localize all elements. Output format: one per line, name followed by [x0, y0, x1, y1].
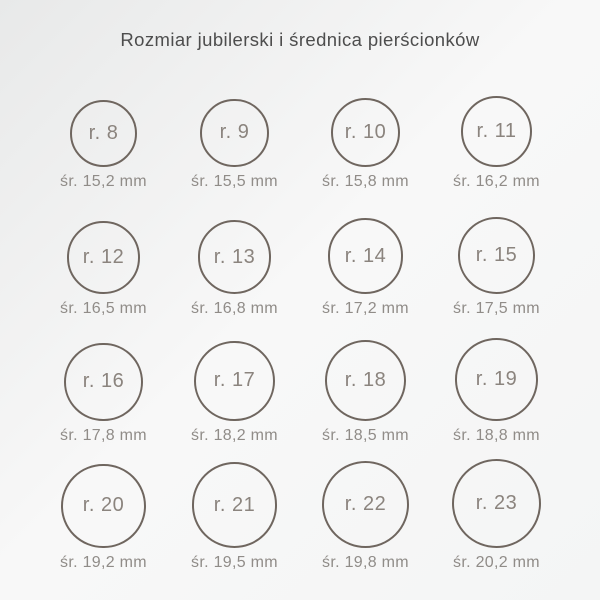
ring-diameter-label: śr. 18,5 mm [322, 427, 409, 444]
ring-cell [169, 65, 300, 192]
ring-size-chart [0, 29, 600, 600]
ring-size-label: r. 22 [344, 492, 387, 515]
ring-diameter-label: śr. 19,2 mm [60, 554, 147, 571]
ring-circle [70, 100, 137, 167]
ring-cell [300, 319, 431, 446]
ring-diameter-label: śr. 17,5 mm [453, 300, 540, 317]
ring-diameter-label: śr. 15,2 mm [60, 173, 147, 190]
ring-size-label: r. 10 [344, 120, 387, 143]
ring-size-label: r. 13 [213, 245, 256, 268]
ring-size-label: r. 20 [82, 494, 125, 517]
ring-cell [38, 65, 169, 192]
ring-circle [61, 464, 146, 549]
ring-diameter-label: śr. 16,2 mm [453, 173, 540, 190]
ring-cell [300, 65, 431, 192]
ring-circle [64, 343, 142, 421]
ring-size-label: r. 14 [344, 244, 387, 267]
ring-diameter-label: śr. 18,2 mm [191, 427, 278, 444]
ring-circle [458, 217, 535, 294]
ring-cell [431, 65, 562, 192]
ring-circle [461, 96, 532, 167]
ring-size-label: r. 9 [219, 121, 250, 144]
ring-circle [455, 338, 538, 421]
ring-cell [169, 446, 300, 573]
ring-size-label: r. 21 [213, 493, 256, 516]
ring-diameter-label: śr. 19,5 mm [191, 554, 278, 571]
ring-cell [38, 446, 169, 573]
ring-cell [169, 192, 300, 319]
ring-size-label: r. 8 [88, 122, 119, 145]
ring-circle [192, 462, 278, 548]
ring-diameter-label: śr. 18,8 mm [453, 427, 540, 444]
ring-grid [0, 65, 600, 573]
ring-diameter-label: śr. 16,8 mm [191, 300, 278, 317]
ring-cell [431, 192, 562, 319]
page-title: Rozmiar jubilerski i średnica pierścionków [120, 29, 480, 50]
ring-circle [67, 221, 140, 294]
ring-size-label: r. 18 [344, 368, 387, 391]
ring-cell [38, 319, 169, 446]
ring-cell [431, 446, 562, 573]
ring-cell [38, 192, 169, 319]
ring-diameter-label: śr. 17,8 mm [60, 427, 147, 444]
ring-circle [198, 220, 272, 294]
ring-size-label: r. 12 [82, 246, 125, 269]
ring-size-label: r. 23 [475, 492, 518, 515]
ring-cell [300, 192, 431, 319]
ring-circle [452, 459, 541, 548]
ring-size-label: r. 16 [82, 370, 125, 393]
ring-diameter-label: śr. 15,5 mm [191, 173, 278, 190]
ring-size-label: r. 19 [475, 368, 518, 391]
ring-circle [328, 218, 404, 294]
ring-size-label: r. 15 [475, 244, 518, 266]
ring-circle [331, 98, 401, 168]
ring-circle [325, 340, 406, 421]
ring-size-label: r. 17 [213, 369, 256, 392]
ring-diameter-label: śr. 17,2 mm [322, 300, 409, 317]
ring-circle [200, 99, 268, 167]
ring-diameter-label: śr. 16,5 mm [60, 300, 147, 317]
ring-circle [194, 341, 274, 421]
ring-diameter-label: śr. 19,8 mm [322, 554, 409, 571]
ring-cell [169, 319, 300, 446]
ring-diameter-label: śr. 20,2 mm [453, 554, 540, 571]
ring-circle [322, 461, 409, 548]
ring-diameter-label: śr. 15,8 mm [322, 173, 409, 190]
ring-cell [300, 446, 431, 573]
ring-size-label: r. 11 [476, 119, 517, 142]
ring-cell [431, 319, 562, 446]
